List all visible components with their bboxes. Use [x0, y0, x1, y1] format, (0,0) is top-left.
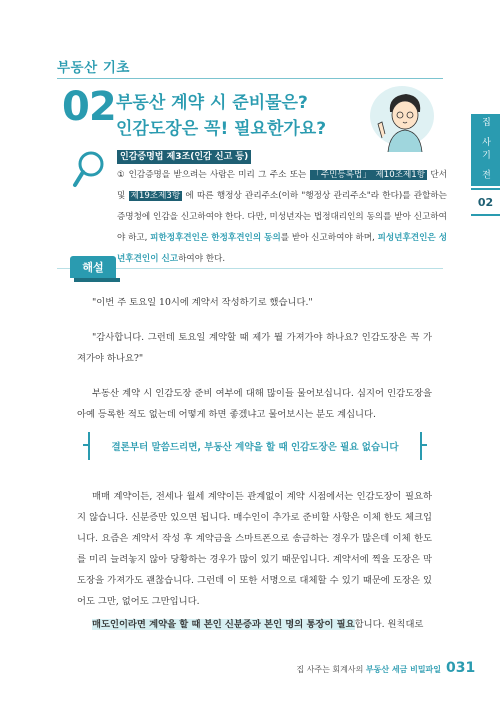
section-rule: [57, 78, 443, 79]
page-title: [116, 90, 326, 142]
paragraph-rest: 합니다. 원칙대로: [354, 619, 424, 630]
chapter-number: 02: [62, 84, 116, 130]
paragraph-4: 매매 계약이든, 전세나 월세 계약이든 관계없이 계약 시점에서는 인감도장이 필요하지 않습니다. 신분증만 있으면 됩니다. 매수인이 추가로 준비할 사항은 이체 한도 체크입니다. 요즘은 계약서 작성 후 계약금을 스마트폰으로 송금하는 경우가 많은데 이체 한도를 미리 늘려놓지 않아 당황하는 경우가 많이 있기 때문입니다. 계약서에 찍을 도장은 막도장을 가져가도 괜찮습니다. 그런데 이 또한 서명으로 대체할 수 있기 때문에 도장은 있어도 그만, 없어도 그만입니다.: [77, 491, 432, 607]
explain-paragraph-3: [77, 383, 432, 425]
conclusion-callout: 결론부터 말씀드리면, 부동산 계약을 할 때 인감도장은 필요 없습니다: [88, 432, 422, 460]
section-label: 부동산 기초: [57, 60, 130, 76]
footer-book-title: 부동산 세금 비밀파일: [365, 665, 441, 674]
explain-shadow: [74, 278, 120, 282]
paragraph-highlight: 매도인이라면 계약을 할 때 본인 신분증과 본인 명의 통장이 필요: [92, 619, 355, 630]
law-segment: 하여야 한다.: [178, 254, 226, 264]
law-segment: ① 인감증명을 받으려는 사람은 미리 그 주소 또는: [117, 170, 310, 180]
law-emphasis: 피한정후견인은 한정후견인의 동의: [150, 233, 281, 243]
chapter-side-tab[interactable]: 집 사기 전: [471, 114, 500, 186]
law-segment: 에 따른 행정상 관리주소(이하 "행정상 관리주소"라 한다)를 관할하는 증명청에 인감을 신고하여야 한다. 다만, 미성년자는 법정대리인의 동의를 받아 신고하여야 하고,: [117, 191, 447, 243]
law-segment: 를 받아 신고하여야 하며,: [280, 233, 378, 243]
book-footer: [0, 664, 441, 675]
quote-2: "감사합니다. 그런데 토요일 계약할 때 제가 뭘 가져가야 하나요? 인감도장은 꼭 가져가야 하나요?": [77, 332, 432, 364]
paragraph-3: 부동산 계약 시 인감도장 준비 여부에 대해 많이들 물어보십니다. 심지어 인감도장을 아예 등록한 적도 없는데 어떻게 하면 좋겠냐고 물어보시는 분도 계십니다.: [77, 388, 432, 420]
law-reference-chip: 「주민등록법」 제10조제1항: [311, 170, 426, 180]
page-number: 031: [446, 660, 476, 676]
law-reference-chip: 제19조제3항: [130, 191, 181, 201]
explain-paragraph-5: [77, 614, 432, 635]
chapter-side-number: 02: [471, 188, 500, 216]
explain-paragraph-2: [77, 327, 432, 369]
magnifier-icon: [72, 150, 106, 190]
explain-paragraph-4: [77, 486, 432, 612]
title-line-1: 부동산 계약 시 준비물은?: [116, 93, 308, 113]
quote-1: "이번 주 토요일 10시에 계약서 작성하기로 했습니다.": [92, 297, 313, 308]
paragraph-5: [77, 614, 432, 635]
thinking-person-illustration: [360, 82, 450, 152]
law-title: 인감증명법 제3조(인감 신고 등): [117, 150, 251, 164]
explain-paragraph-1: [77, 292, 432, 313]
explain-label: 해설: [70, 256, 116, 278]
law-segment: 단서 및: [117, 170, 447, 201]
footer-text: 집 사주는 회계사의: [296, 665, 366, 674]
title-line-2: 인감도장은 꼭! 필요한가요?: [116, 119, 327, 139]
law-text: [117, 165, 447, 270]
law-emphasis: 피성년후견인은 성년후견인이 신고: [117, 233, 447, 264]
